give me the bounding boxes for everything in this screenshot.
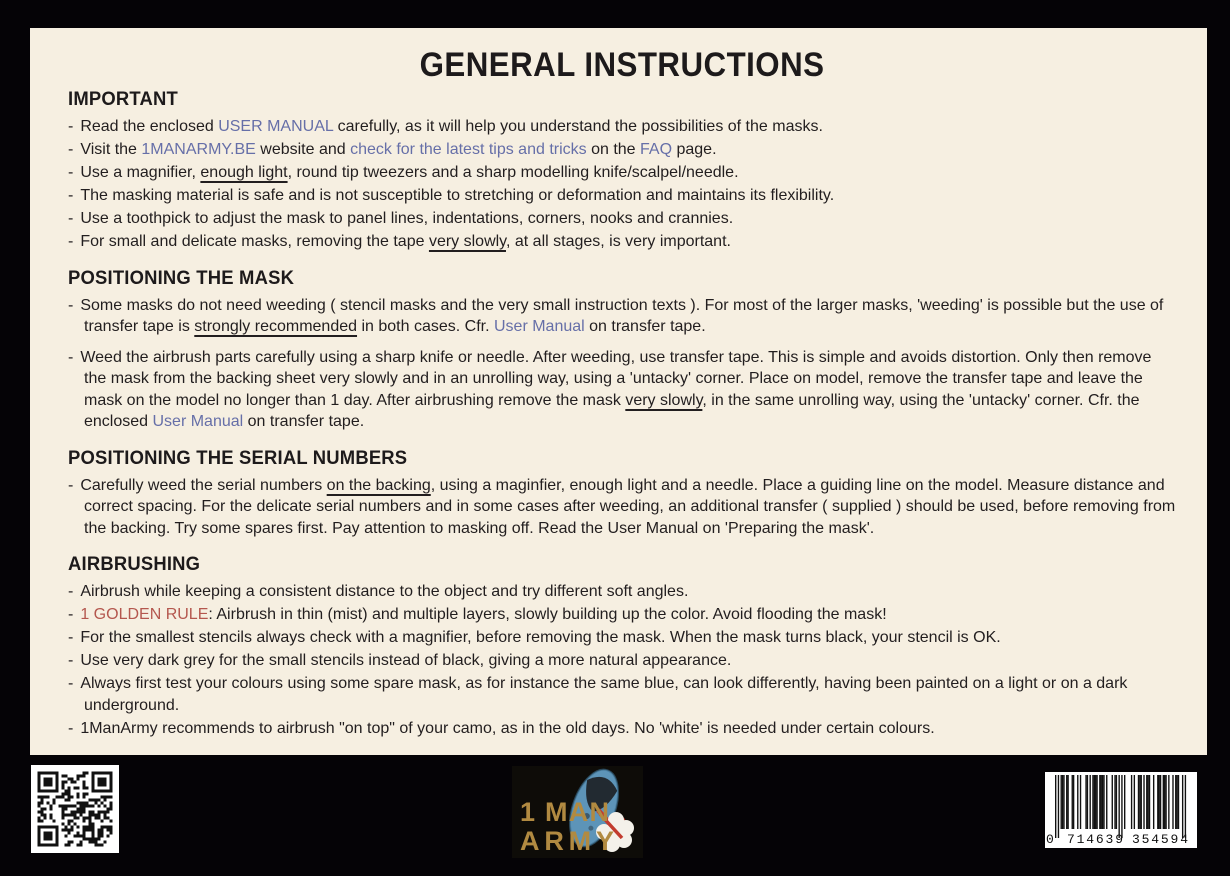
body-text: in both cases. Cfr. (357, 318, 494, 335)
body-text: carefully, as it will help you understand the possibilities of the masks. (333, 118, 823, 135)
body-text: Visit the (80, 141, 142, 158)
link-text: User Manual (152, 413, 244, 430)
body-text: , round tip tweezers and a sharp modelling knife/scalpel/needle. (287, 164, 739, 181)
bullet-item (68, 581, 1177, 603)
body-text: on the (586, 141, 641, 158)
bullet-item (68, 718, 1177, 740)
underlined-text: strongly recommended (194, 318, 358, 335)
link-text: check for the latest tips and tricks (350, 141, 587, 158)
bullet-item (68, 650, 1177, 672)
section-heading: IMPORTANT (68, 89, 178, 110)
section (68, 268, 1177, 433)
body-text: The masking material is safe and is not susceptible to stretching or deformation and maintains its flexibility. (80, 187, 835, 204)
bullet-item (68, 185, 1177, 207)
body-text: For small and delicate masks, removing the tape (80, 233, 429, 250)
body-text: For the smallest stencils always check with a magnifier, before removing the mask. When the mask turns black, your stencil is OK. (80, 629, 1001, 646)
underlined-text: enough light (200, 164, 288, 181)
body-text: website and (255, 141, 351, 158)
body-text: on transfer tape. (584, 318, 706, 335)
section (68, 89, 1177, 253)
section (68, 554, 1177, 739)
section-heading: POSITIONING THE SERIAL NUMBERS (68, 447, 408, 469)
sections (68, 89, 1177, 739)
bullet-item (68, 475, 1177, 540)
link-text: FAQ (640, 141, 673, 158)
brand-logo (512, 766, 643, 858)
section (68, 448, 1177, 540)
qr-code (31, 765, 119, 853)
body-text: on transfer tape. (243, 413, 365, 430)
section-heading: AIRBRUSHING (68, 554, 201, 575)
body-text: Carefully weed the serial numbers (80, 476, 327, 494)
link-text: 1MANARMY.BE (141, 141, 256, 158)
body-text: 1ManArmy recommends to airbrush "on top" of your camo, as in the old days. No 'white' is needed under certain colours. (80, 719, 935, 737)
bullet-item (68, 627, 1177, 649)
svg-text:0: 0 (1046, 832, 1054, 847)
bullet-item (68, 295, 1177, 338)
body-text: Use very dark grey for the small stencils instead of black, giving a more natural appearance. (80, 652, 732, 669)
body-text: Always first test your colours using some spare mask, as for instance the same blue, can look differently, having been painted on a light or on a dark underground. (80, 675, 1128, 714)
instruction-sheet (30, 28, 1207, 755)
section-heading: POSITIONING THE MASK (68, 267, 295, 289)
highlight-red-text: 1 GOLDEN RULE (80, 606, 209, 623)
underlined-text: very slowly (428, 233, 506, 250)
body-text: Use a toothpick to adjust the mask to panel lines, indentations, corners, nooks and crannies. (80, 210, 734, 227)
barcode (1045, 772, 1197, 848)
body-text: Use a magnifier, (80, 164, 201, 181)
logo-text-line2: ARMY (520, 826, 618, 856)
link-text: USER MANUAL (218, 118, 334, 135)
bullet-item (68, 673, 1177, 716)
svg-text:714639: 714639 (1067, 832, 1123, 847)
body-text: page. (672, 141, 717, 158)
body-text: , using a maginfier, enough light and a needle. Place a guiding line on the model. Measure distance and correct spacing. For the delicate serial numbers and in some cases after weeding, an additional transfer ( supplied ) should be used, before removing from the backing. Try some spares first. Pay attention to masking off. Read the User Manual on 'Preparing the mask'. (84, 476, 1176, 537)
body-text: Read the enclosed (80, 118, 219, 135)
link-text: User Manual (493, 318, 585, 335)
body-text: : Airbrush in thin (mist) and multiple layers, slowly building up the color. Avoid flooding the mask! (208, 606, 887, 623)
underlined-text: on the backing (326, 476, 431, 494)
page-title: GENERAL INSTRUCTIONS (420, 46, 825, 84)
bullet-item (68, 162, 1177, 184)
underlined-text: very slowly (625, 391, 703, 409)
bullet-item (68, 208, 1177, 230)
body-text: Airbrush while keeping a consistent distance to the object and try different soft angles. (80, 583, 689, 600)
svg-text:354594: 354594 (1132, 832, 1188, 847)
bullet-item (68, 347, 1177, 433)
bullet-item (68, 231, 1177, 253)
body-text: Weed the airbrush parts carefully using a sharp knife or needle. After weeding, use transfer tape. This is simple and avoids distortion. Only then remove the mask from the backing sheet very slowly and in an unrolling way, using a 'untacky' corner. Place on model, remove the transfer tape and leave the mask on the model no longer than 1 day. After airbrushing remove the mask (80, 348, 1152, 409)
bullet-item (68, 139, 1177, 161)
logo-text-line1: 1 MAN (520, 797, 612, 827)
body-text: , at all stages, is very important. (505, 233, 731, 250)
bullet-item (68, 604, 1177, 626)
body-text: , in the same unrolling way, using the 'untacky' corner. Cfr. the enclosed (84, 391, 1140, 430)
body-text: Some masks do not need weeding ( stencil masks and the very small instruction texts ). For most of the larger masks, 'weeding' is possible but the use of transfer tape is (80, 296, 1164, 335)
bullet-item (68, 116, 1177, 138)
